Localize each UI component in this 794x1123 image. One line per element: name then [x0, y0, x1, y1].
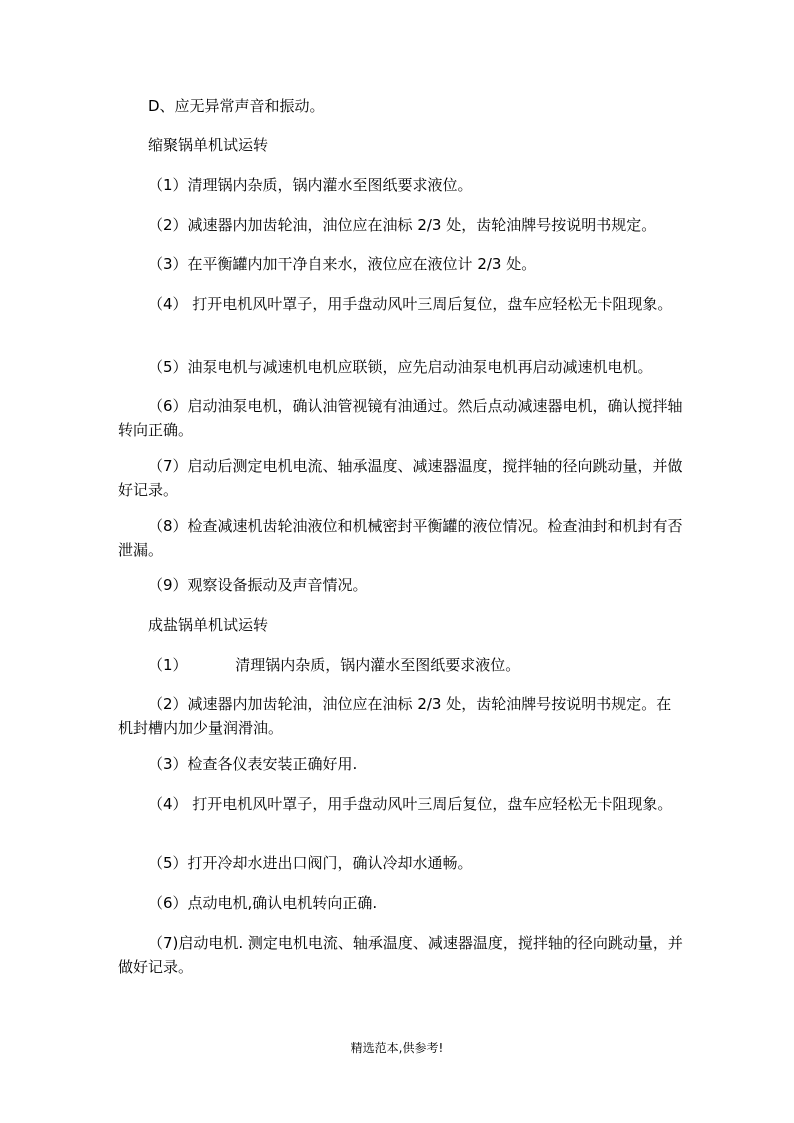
paragraph-d-no-abnormal-noise: D、应无异常声音和振动。 [148, 97, 325, 115]
page-footer: 精选范本,供参考! [350, 1041, 444, 1055]
salt-step-3-instruments: （3）检查各仪表安装正确好用. [148, 755, 358, 773]
step-2-gear-oil: （2）减速器内加齿轮油，油位应在油标 2/3 处，齿轮油牌号按说明书规定。 [148, 216, 657, 234]
heading-polycondensation-kettle: 缩聚锅单机试运转 [148, 136, 269, 154]
step-4-fan-cover: （4） 打开电机风叶罩子，用手盘动风叶三周后复位，盘车应轻松无卡阻现象。 [148, 295, 673, 313]
salt-step-7-start-motor: （7)启动电机. 测定电机电流、轴承温度、减速器温度，搅拌轴的径向跳动量，并做好记录。 [118, 934, 683, 976]
salt-step-1-clean-kettle: （1） 清理锅内杂质，锅内灌水至图纸要求液位。 [148, 656, 521, 674]
step-8-check-seal: （8）检查减速机齿轮油液位和机械密封平衡罐的液位情况。检查油封和机封有否泄漏。 [118, 517, 683, 559]
salt-step-2-gear-oil: （2）减速器内加齿轮油，油位应在油标 2/3 处，齿轮油牌号按说明书规定。在机封槽内加少量润滑油。 [118, 695, 672, 737]
step-3-balance-tank: （3）在平衡罐内加干净自来水，液位应在液位计 2/3 处。 [148, 255, 537, 273]
step-9-observe-vibration: （9）观察设备振动及声音情况。 [148, 576, 368, 594]
salt-step-5-cooling-water: （5）打开冷却水进出口阀门，确认冷却水通畅。 [148, 854, 473, 872]
salt-step-6-jog-motor: （6）点动电机,确认电机转向正确. [148, 894, 378, 912]
step-5-interlock: （5）油泵电机与减速机电机应联锁，应先启动油泵电机再启动减速机电机。 [148, 358, 653, 376]
step-6-start-oil-pump: （6）启动油泵电机，确认油管视镜有油通过。然后点动减速器电机，确认搅拌轴转向正确。 [118, 397, 683, 439]
step-1-clean-kettle: （1）清理锅内杂质，锅内灌水至图纸要求液位。 [148, 176, 473, 194]
salt-step-4-fan-cover: （4） 打开电机风叶罩子，用手盘动风叶三周后复位，盘车应轻松无卡阻现象。 [148, 795, 673, 813]
heading-salt-forming-kettle: 成盐锅单机试运转 [148, 616, 269, 634]
step-7-measure-current: （7）启动后测定电机电流、轴承温度、减速器温度，搅拌轴的径向跳动量，并做好记录。 [118, 457, 683, 499]
